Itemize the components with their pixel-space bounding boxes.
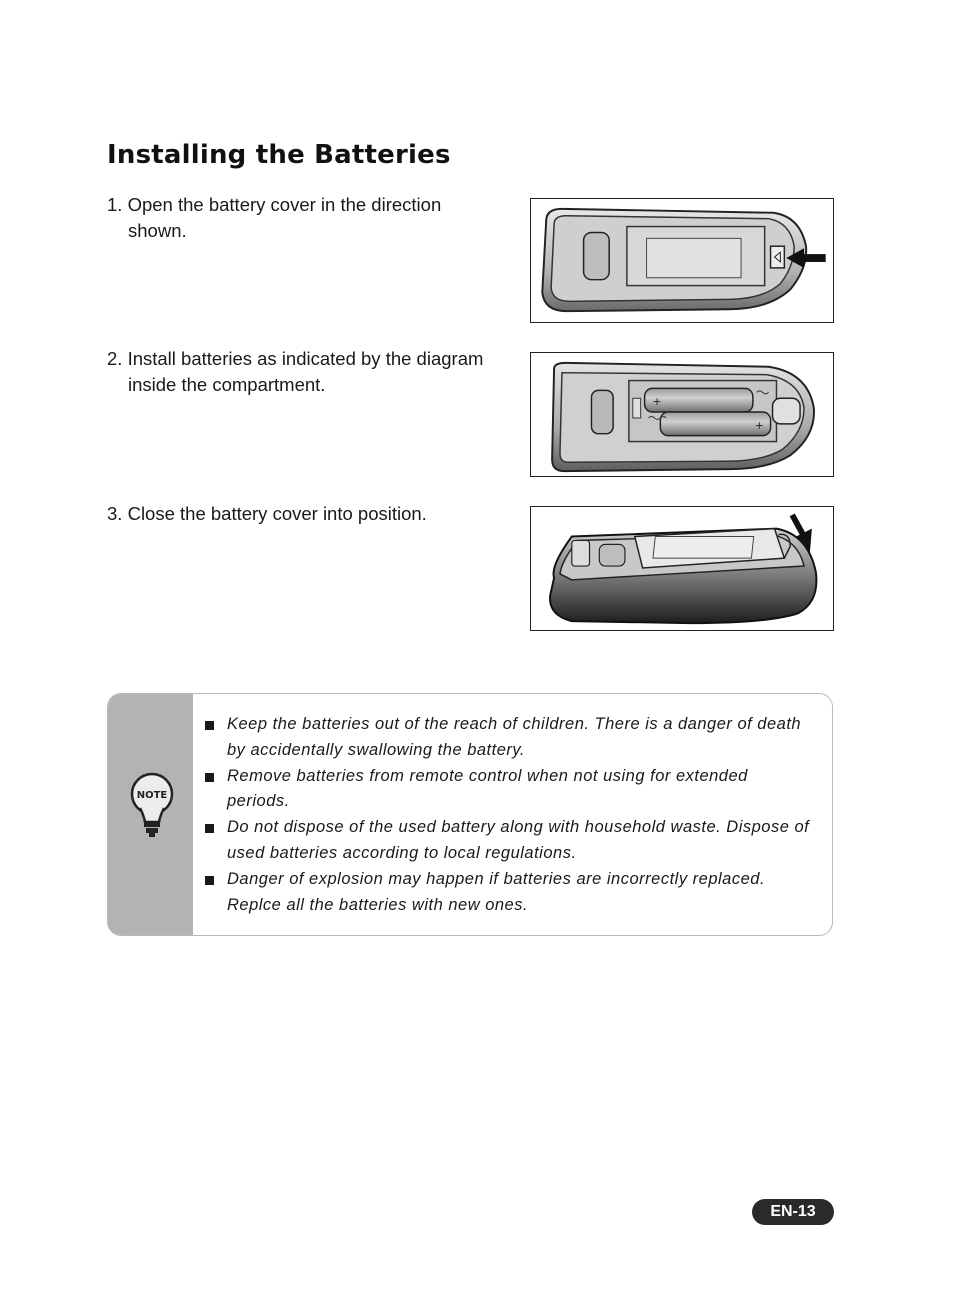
- note-list: [203, 712, 814, 918]
- step-3-text: Close the battery cover into position.: [127, 503, 427, 524]
- step-1-text: Open the battery cover in the direction: [127, 194, 442, 215]
- remote-open-cover-icon: [531, 199, 833, 322]
- bullet-icon: [205, 876, 214, 885]
- note-bulb-icon: [128, 772, 176, 838]
- note-sidebar: [108, 694, 193, 935]
- note-item: Remove batteries from remote control when not using for extended periods.: [203, 764, 814, 816]
- figure-close-cover: [530, 506, 834, 631]
- remote-batteries-icon: [531, 353, 833, 476]
- step-1-text-cont: shown.: [128, 220, 187, 241]
- remote-close-cover-icon: [531, 507, 833, 630]
- step-2-text: Install batteries as indicated by the diagram: [127, 348, 484, 369]
- step-3-number: 3.: [107, 503, 123, 524]
- page-number-badge: EN-13: [752, 1199, 834, 1225]
- step-2-number: 2.: [107, 348, 123, 369]
- bullet-icon: [205, 773, 214, 782]
- bullet-icon: [205, 721, 214, 730]
- note-label: NOTE: [136, 790, 168, 801]
- figure-open-cover: [530, 198, 834, 323]
- note-item: Keep the batteries out of the reach of children. There is a danger of death by accidentally swallowing the battery.: [203, 712, 814, 764]
- page-title: Installing the Batteries: [107, 140, 451, 170]
- bullet-icon: [205, 824, 214, 833]
- figure-install-batteries: [530, 352, 834, 477]
- polarity-mark: +: [754, 418, 764, 432]
- note-item: Do not dispose of the used battery along with household waste. Dispose of used batteries according to local regulations.: [203, 815, 814, 867]
- polarity-mark: +: [652, 395, 662, 409]
- step-2-text-cont: inside the compartment.: [128, 374, 326, 395]
- step-3: [107, 501, 507, 527]
- note-box: [107, 693, 833, 936]
- step-1: [107, 192, 507, 244]
- step-1-number: 1.: [107, 194, 123, 215]
- step-2: [107, 346, 517, 398]
- note-item: Danger of explosion may happen if batteries are incorrectly replaced. Replce all the batteries with new ones.: [203, 867, 814, 919]
